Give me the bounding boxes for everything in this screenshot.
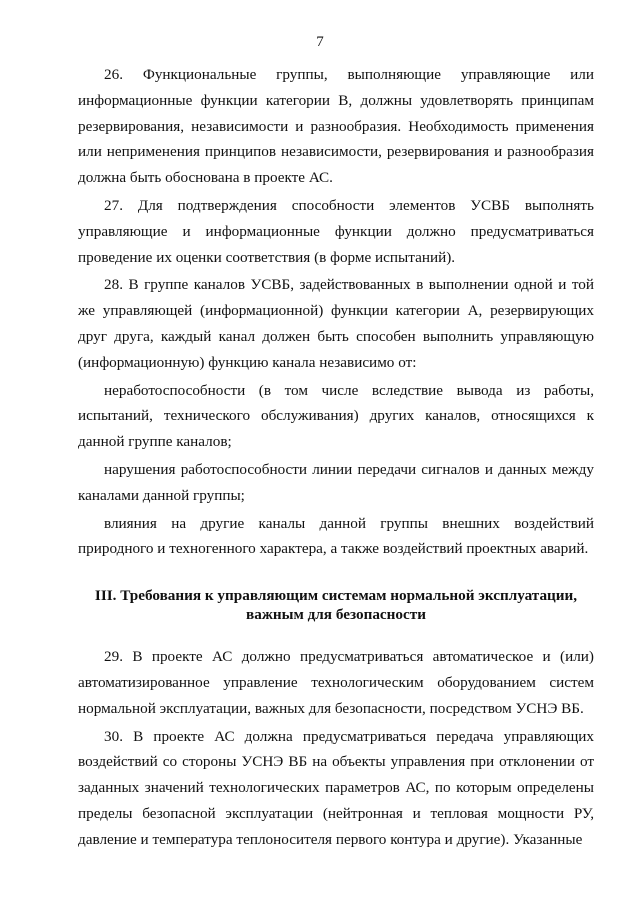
paragraph-29: 29. В проекте АС должно предусматриваться автоматическое и (или) автоматизированное управление технологическим оборудованием систем нормальной эксплуатации, важных для безопасности, посредством УСНЭ ВБ. [78, 648, 594, 717]
document-body [78, 62, 594, 853]
paragraph-30: 30. В проекте АС должна предусматриваться передача управляющих воздействий со стороны УСНЭ ВБ на объекты управления при отклонении от заданных значений технологических параметров АС, по которым определены пределы безопасной эксплуатации (нейтронная и тепловая мощности РУ, давление и температура теплоносителя первого контура и другие). Указанные [78, 727, 594, 848]
page-number: 7 [316, 34, 324, 50]
section-heading-line-2: важным для безопасности [246, 606, 426, 624]
paragraph-28: 28. В группе каналов УСВБ, задействованных в выполнении одной и той же управляющей (информационной) функции категории А, резервирующих друг друга, каждый канал должен быть способен выполнить управляющую (информационную) функцию канала независимо от: [78, 276, 594, 371]
paragraph-27: 27. Для подтверждения способности элементов УСВБ выполнять управляющие и информационные функции должно предусматриваться проведение их оценки соответствия (в форме испытаний). [78, 196, 594, 266]
list-item-external-impacts: влияния на другие каналы данной группы внешних воздействий природного и техногенного характера, а также воздействий проектных аварий. [78, 514, 594, 558]
section-heading-iii [78, 586, 594, 624]
section-heading-line-1: III. Требования к управляющим системам нормальной эксплуатации, [94, 587, 578, 605]
paragraph-26: 26. Функциональные группы, выполняющие управляющие или информационные функции категории В, должны удовлетворять принципам резервирования, независимости и разнообразия. Необходимость применения или неприменения принципов независимости, резервирования и разнообразия должна быть обоснована в проекте АС. [78, 66, 594, 187]
list-item-transmission-failure: нарушения работоспособности линии передачи сигналов и данных между каналами данной группы; [78, 460, 594, 504]
list-item-inoperability: неработоспособности (в том числе вследствие вывода из работы, испытаний, технического обслуживания) других каналов, относящихся к данной группе каналов; [78, 381, 594, 451]
